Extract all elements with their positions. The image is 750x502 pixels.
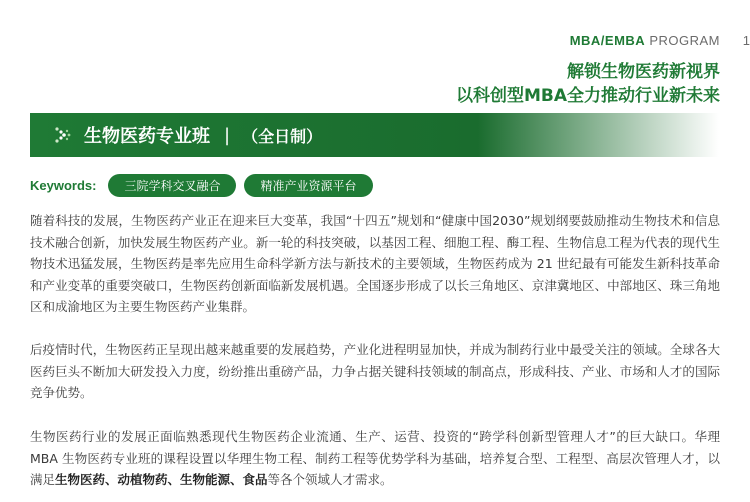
paragraph-3-tail: 等各个领域人才需求。 [267, 472, 393, 488]
keywords-row [30, 174, 381, 197]
paragraph-3-text: 生物医药行业的发展正面临熟悉现代生物医药企业流通、生产、运营、投资的“跨学科创新型管理人才”的巨大缺口。华理 MBA 生物医药专业班的课程设置以华理生物工程、制药工程等优势学科为基础，培养复合型、工程型、高层次管理人才，以满足 [30, 429, 720, 488]
paragraph-3-highlight: 生物医药、动植物药、生物能源、食品 [55, 472, 268, 488]
program-label [570, 33, 720, 48]
keyword-tag: 三院学科交叉融合 [108, 174, 236, 197]
slogan [456, 60, 720, 108]
keywords-label: Keywords: [30, 178, 97, 193]
page-number: 1 [742, 33, 750, 48]
paragraph-2: 后疫情时代，生物医药正呈现出越来越重要的发展趋势，产业化进程明显加快，并成为制药行业中最受关注的领域。全球各大医药巨头不断加大研发投入力度，纷纷推出重磅产品，力争占据关键科技领域的制高点，形成科技、产业、市场和人才的国际竞争优势。 [30, 342, 720, 401]
slogan-line-2: 以科创型MBA全力推动行业新未来 [455, 86, 720, 106]
section-separator: | [224, 124, 231, 146]
program-label-bold: MBA/EMBA [569, 33, 646, 48]
keyword-tag: 精准产业资源平台 [244, 174, 372, 197]
paragraph-3 [30, 426, 720, 491]
program-label-rest: PROGRAM [645, 33, 720, 48]
chevron-double-icon [54, 125, 74, 145]
slogan-line-1: 解锁生物医药新视界 [567, 62, 720, 82]
paragraph-1: 随着科技的发展，生物医药产业正在迎来巨大变革，我国“十四五”规划和“健康中国2030”规划纲要鼓励推动生物技术和信息技术融合创新，加快发展生物医药产业。新一轮的科技突破，以基因工程、细胞工程、酶工程、生物信息工程为代表的现代生物技术迅猛发展，生物医药是率先应用生命科学新方法与新技术的主要领域，生物医药成为 21 世纪最有可能发生新科技革命和产业变革的重要突破口，生物医药创新面临新发展机遇。全国逐步形成了以长三角地区、京津冀地区、中部地区、珠三角地区和成渝地区为主要生物医药产业集群。 [30, 213, 720, 315]
section-subtitle: （全日制） [242, 126, 323, 146]
section-title: 生物医药专业班 [84, 126, 210, 147]
section-banner [30, 113, 719, 157]
